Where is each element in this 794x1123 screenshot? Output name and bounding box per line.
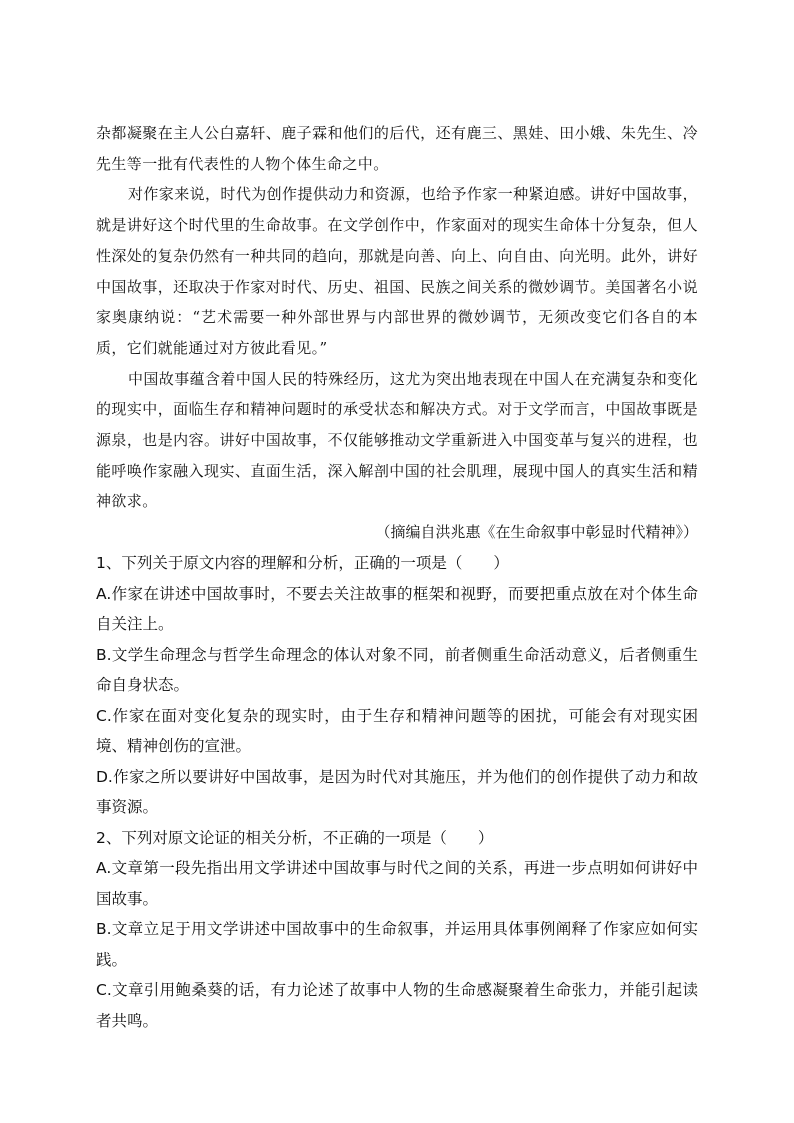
question-2-option-c: C.文章引用鲍桑葵的话，有力论述了故事中人物的生命感凝聚着生命张力，并能引起读者共鸣。 [96,981,698,1030]
question-1-stem: 1、下列关于原文内容的理解和分析，正确的一项是（ ） [96,554,509,573]
passage-paragraph-writers-and-era: 对作家来说，时代为创作提供动力和资源，也给予作家一种紧迫感。讲好中国故事，就是讲好这个时代里的生命故事。在文学创作中，作家面对的现实生命体十分复杂，但人性深处的复杂仍然有一种共同的趋向，那就是向善、向上、向自由、向光明。此外，讲好中国故事，还取决于作家对时代、历史、祖国、民族之间关系的微妙调节。美国著名小说家奥康纳说：“艺术需要一种外部世界与内部世界的微妙调节，无须改变它们各自的本质，它们就能通过对方彼此看见。” [96,185,698,357]
passage-paragraph-continuation: 杂都凝聚在主人公白嘉轩、鹿子霖和他们的后代，还有鹿三、黑娃、田小娥、朱先生、冷先生等一批有代表性的人物个体生命之中。 [96,124,698,173]
question-1 [96,548,698,823]
question-2-stem: 2、下列对原文论证的相关分析，不正确的一项是（ ） [96,828,494,847]
question-2 [96,823,698,1037]
passage-paragraph-china-stories: 中国故事蕴含着中国人民的特殊经历，这尤为突出地表现在中国人在充满复杂和变化的现实中，面临生存和精神问题时的承受状态和解决方式。对于文学而言，中国故事既是源泉，也是内容。讲好中国故事，不仅能够推动文学重新进入中国变革与复兴的进程，也能呼唤作家融入现实、直面生活，深入解剖中国的社会肌理，展现中国人的真实生活和精神欲求。 [96,369,698,511]
question-1-option-c: C.作家在面对变化复杂的现实时，由于生存和精神问题等的困扰，可能会有对现实困境、精神创伤的宣泄。 [96,706,698,756]
question-1-option-b: B.文学生命理念与哲学生命理念的体认对象不同，前者侧重生命活动意义，后者侧重生命自身状态。 [96,645,698,695]
question-2-option-b: B.文章立足于用文学讲述中国故事中的生命叙事，并运用具体事例阐释了作家应如何实践。 [96,920,698,969]
question-2-option-a: A.文章第一段先指出用文学讲述中国故事与时代之间的关系，再进一步点明如何讲好中国故事。 [96,859,698,908]
question-1-option-a: A.作家在讲述中国故事时，不要去关注故事的框架和视野，而要把重点放在对个体生命自关注上。 [96,584,698,634]
document-page [96,118,698,1036]
question-1-option-d: D.作家之所以要讲好中国故事，是因为时代对其施压，并为他们的创作提供了动力和故事资源。 [96,767,698,817]
passage-source-citation: （摘编自洪兆惠《在生命叙事中彰显时代精神》） [375,523,698,542]
